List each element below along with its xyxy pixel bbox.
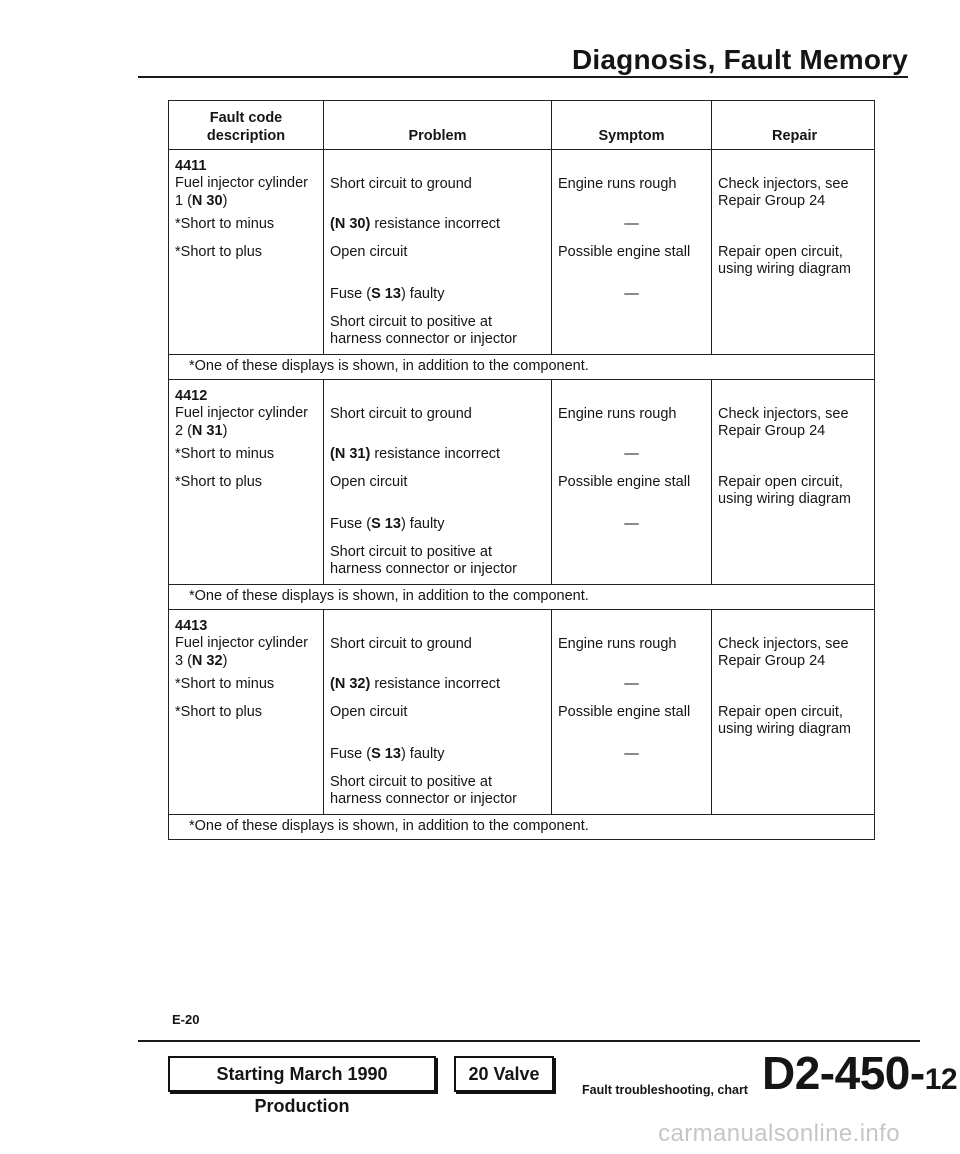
repair-cell: Check injectors, see Repair Group 24 xyxy=(712,150,875,217)
repair-cell: Repair open circuit, using wiring diagram xyxy=(712,704,875,746)
table-note-row xyxy=(169,355,875,380)
repair-cell: Repair open circuit, using wiring diagram xyxy=(712,244,875,286)
page-number: E-20 xyxy=(172,1012,200,1027)
fault-code: 4411 xyxy=(175,158,207,174)
document-code: D2-450-12 xyxy=(762,1047,958,1099)
table-row xyxy=(169,704,875,746)
problem-cell: Short circuit to ground xyxy=(324,610,552,677)
problem-cell: Fuse (S 13) faulty xyxy=(324,516,552,544)
problem-cell: Short circuit to ground xyxy=(324,380,552,447)
short-to-minus: *Short to minus xyxy=(169,446,324,474)
table-row xyxy=(169,746,875,774)
table-row xyxy=(169,216,875,244)
table-row xyxy=(169,380,875,447)
problem-cell: Short circuit to ground xyxy=(324,150,552,217)
problem-cell: Short circuit to positive at harness connector or injector xyxy=(324,314,552,355)
table-note: *One of these displays is shown, in addition to the component. xyxy=(169,585,875,610)
problem-cell: Open circuit xyxy=(324,704,552,746)
problem-cell: Open circuit xyxy=(324,244,552,286)
table-row xyxy=(169,286,875,314)
problem-cell: Fuse (S 13) faulty xyxy=(324,746,552,774)
table-row xyxy=(169,544,875,585)
problem-cell: Short circuit to positive at harness connector or injector xyxy=(324,544,552,585)
table-note-row xyxy=(169,585,875,610)
table-note: *One of these displays is shown, in addition to the component. xyxy=(169,355,875,380)
table-row xyxy=(169,314,875,355)
header-fault-code: Fault code description xyxy=(169,101,324,150)
table-row xyxy=(169,774,875,815)
repair-cell: Check injectors, see Repair Group 24 xyxy=(712,610,875,677)
repair-cell: Repair open circuit, using wiring diagram xyxy=(712,474,875,516)
header-symptom: Symptom xyxy=(552,101,712,150)
table-row xyxy=(169,610,875,677)
fault-code-table xyxy=(168,100,875,840)
table-row xyxy=(169,244,875,286)
symptom-cell: Engine runs rough xyxy=(552,610,712,677)
symptom-cell: — xyxy=(552,676,712,704)
valve-badge: 20 Valve xyxy=(454,1056,554,1092)
symptom-cell: Engine runs rough xyxy=(552,380,712,447)
footer-rule xyxy=(138,1040,920,1042)
problem-cell: (N 30) resistance incorrect xyxy=(324,216,552,244)
table-row xyxy=(169,474,875,516)
repair-cell: Check injectors, see Repair Group 24 xyxy=(712,380,875,447)
fault-code: 4413 xyxy=(175,618,208,634)
fault-group xyxy=(169,150,875,380)
header-repair: Repair xyxy=(712,101,875,150)
fault-group xyxy=(169,380,875,610)
table-note: *One of these displays is shown, in addition to the component. xyxy=(169,815,875,840)
problem-cell: Fuse (S 13) faulty xyxy=(324,286,552,314)
watermark: carmanualsonline.info xyxy=(658,1120,900,1147)
symptom-cell: — xyxy=(552,516,712,544)
table-row xyxy=(169,516,875,544)
problem-cell: Open circuit xyxy=(324,474,552,516)
problem-cell: (N 31) resistance incorrect xyxy=(324,446,552,474)
production-badge: Starting March 1990 Production xyxy=(168,1056,436,1092)
table-row xyxy=(169,150,875,217)
table-note-row xyxy=(169,815,875,840)
short-to-minus: *Short to minus xyxy=(169,216,324,244)
short-to-minus: *Short to minus xyxy=(169,676,324,704)
page-title: Diagnosis, Fault Memory xyxy=(572,44,908,75)
fault-group xyxy=(169,610,875,840)
symptom-cell: Possible engine stall xyxy=(552,704,712,746)
short-to-plus: *Short to plus xyxy=(169,474,324,516)
fault-desc-cell: 4411 Fuel injector cylinder 1 (N 30) xyxy=(169,150,324,217)
fault-desc-cell: 4413 Fuel injector cylinder 3 (N 32) xyxy=(169,610,324,677)
problem-cell: Short circuit to positive at harness connector or injector xyxy=(324,774,552,815)
symptom-cell: — xyxy=(552,286,712,314)
problem-cell: (N 32) resistance incorrect xyxy=(324,676,552,704)
symptom-cell: Engine runs rough xyxy=(552,150,712,217)
table-row xyxy=(169,446,875,474)
footer-caption: Fault troubleshooting, chart xyxy=(582,1083,748,1097)
short-to-plus: *Short to plus xyxy=(169,704,324,746)
symptom-cell: Possible engine stall xyxy=(552,244,712,286)
symptom-cell: — xyxy=(552,446,712,474)
symptom-cell: — xyxy=(552,216,712,244)
short-to-plus: *Short to plus xyxy=(169,244,324,286)
fault-code: 4412 xyxy=(175,388,208,404)
fault-desc-cell: 4412 Fuel injector cylinder 2 (N 31) xyxy=(169,380,324,447)
symptom-cell: — xyxy=(552,746,712,774)
table-header-row xyxy=(169,101,875,150)
header-rule xyxy=(138,76,908,78)
table-row xyxy=(169,676,875,704)
symptom-cell: Possible engine stall xyxy=(552,474,712,516)
header-problem: Problem xyxy=(324,101,552,150)
